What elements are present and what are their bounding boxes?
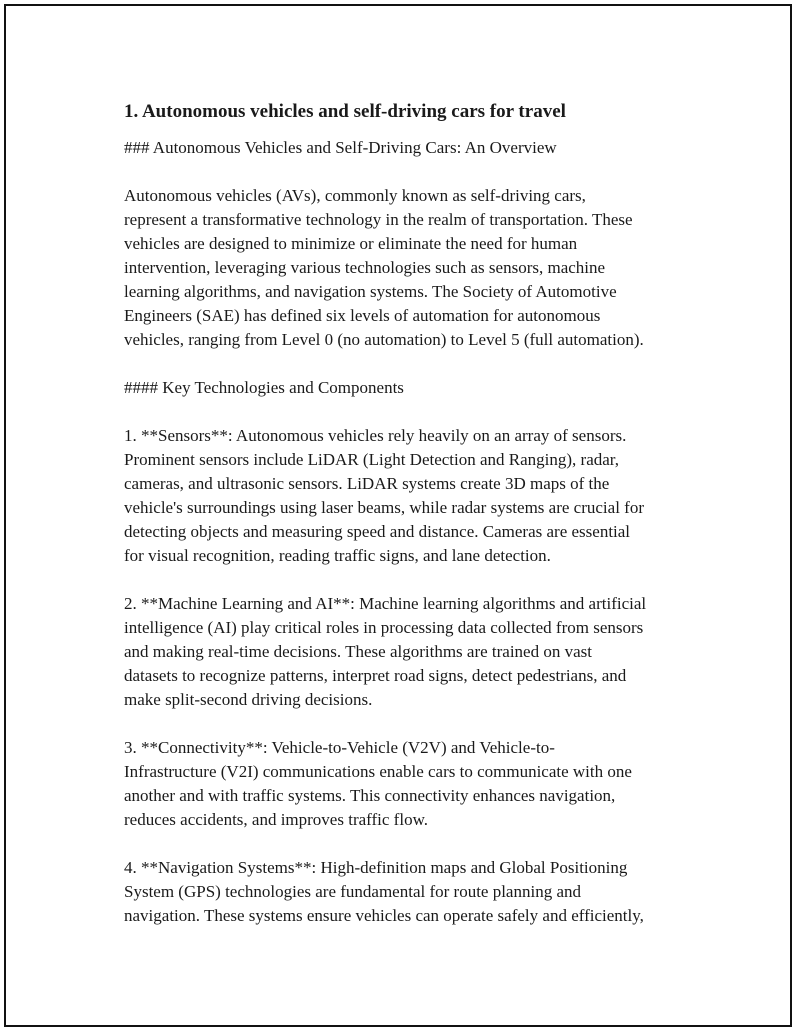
overview-heading: ### Autonomous Vehicles and Self-Driving Cars: An Overview (124, 138, 557, 157)
machine-learning-paragraph: 2. **Machine Learning and AI**: Machine learning algorithms and artificial intelligence (AI) play critical roles in processing data collected from sensors and making real-time decisions. These algorithms are trained on vast datasets to recognize patterns, interpret road signs, detect pedestrians, and make split-second driving decisions. (124, 594, 647, 709)
document-body (124, 99, 704, 952)
page-frame (4, 4, 792, 1027)
navigation-systems-paragraph: 4. **Navigation Systems**: High-definition maps and Global Positioning System (GPS) technologies are fundamental for route planning and navigation. These systems ensure vehicles can operate safely and efficiently, (124, 858, 644, 925)
sensors-paragraph: 1. **Sensors**: Autonomous vehicles rely heavily on an array of sensors. Prominent sensors include LiDAR (Light Detection and Ranging), radar, cameras, and ultrasonic sensors. LiDAR systems create 3D maps of the vehicle's surroundings using laser beams, while radar systems are crucial for detecting objects and measuring speed and distance. Cameras are essential for visual recognition, reading traffic signs, and lane detection. (124, 426, 644, 565)
connectivity-paragraph: 3. **Connectivity**: Vehicle-to-Vehicle (V2V) and Vehicle-to- Infrastructure (V2I) communications enable cars to communicate with one another and with traffic systems. This connectivity enhances navigation, reduces accidents, and improves traffic flow. (124, 738, 632, 829)
document-title: 1. Autonomous vehicles and self-driving cars for travel (124, 101, 566, 122)
key-technologies-heading: #### Key Technologies and Components (124, 378, 404, 397)
intro-paragraph: Autonomous vehicles (AVs), commonly known as self-driving cars, represent a transformative technology in the realm of transportation. These vehicles are designed to minimize or eliminate the need for human intervention, leveraging various technologies such as sensors, machine learning algorithms, and navigation systems. The Society of Automotive Engineers (SAE) has defined six levels of automation for autonomous vehicles, ranging from Level 0 (no automation) to Level 5 (full automation). (124, 186, 644, 349)
